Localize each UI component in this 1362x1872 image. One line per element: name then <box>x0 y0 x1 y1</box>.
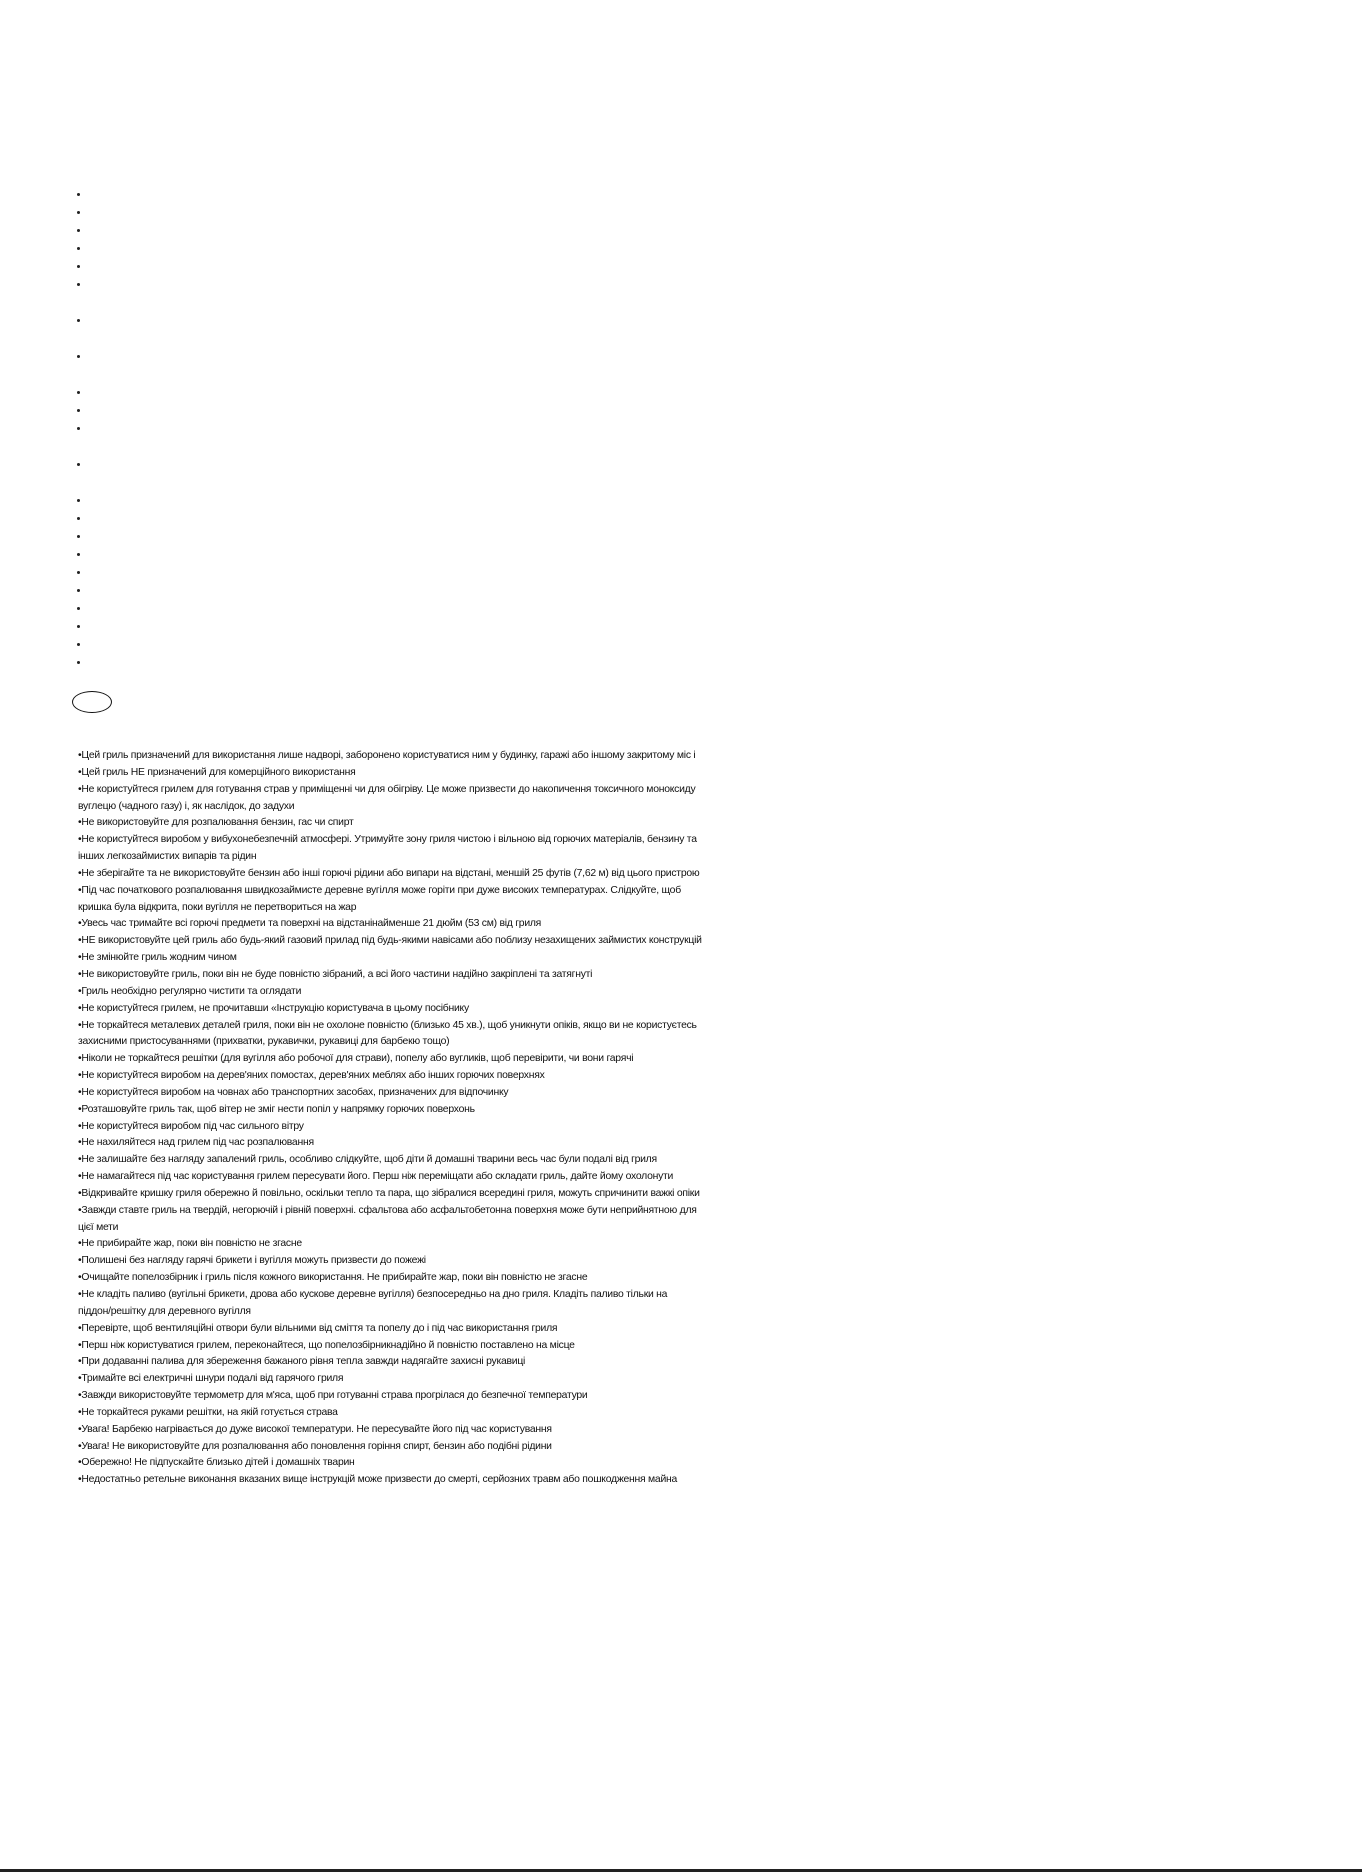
warning-line: •Не змінюйте гриль жодним чином <box>78 952 237 964</box>
bullet-dot <box>77 229 80 232</box>
warning-line: •Не прибирайте жар, поки він повністю не згасне <box>78 1238 302 1250</box>
warning-line: піддон/решітку для деревного вугілля <box>78 1305 251 1317</box>
warning-line: вуглецю (чадного газу) і, як наслідок, до задухи <box>78 800 295 812</box>
bullet-dot <box>77 427 80 430</box>
warning-line: •Увесь час тримайте всі горючі предмети та поверхні на відстанінайменше 21 дюйм (53 см) від гриля <box>78 918 542 930</box>
bullet-dot <box>77 283 80 286</box>
bullet-dot <box>77 571 80 574</box>
warning-line: інших легкозаймистих випарів та рідин <box>78 851 257 863</box>
warning-line: •Під час початкового розпалювання швидкозаймисте деревне вугілля може горіти при дуже високих температурах. Слідкуйте, щоб <box>78 884 681 896</box>
warning-line: •Не кладіть паливо (вугільні брикети, дрова або кускове деревне вугілля) безпосередньо на дно гриля. Кладіть паливо тільки на <box>78 1289 668 1300</box>
bullet-dot <box>77 553 80 556</box>
warning-line: •Цей гриль призначений для використання лише надворі, заборонено користуватися ним у будинку, гаражі або іншому закритому міс і <box>78 750 696 761</box>
bullet-dot <box>77 499 80 502</box>
warning-line: •Ніколи не торкайтеся решітки (для вугілля або робочої для страви), попелу або вугликів, щоб перевірити, чи вони гарячі <box>78 1053 634 1065</box>
warning-line: •Обережно! Не підпускайте близько дітей і домашніх тварин <box>78 1457 355 1469</box>
warning-line: •Полишені без нагляду гарячі брикети і вугілля можуть призвести до пожежі <box>78 1255 426 1267</box>
warning-line: •Не нахиляйтеся над грилем під час розпалювання <box>78 1137 314 1149</box>
warning-line: •Не зберігайте та не використовуйте бензин або інші горючі рідини або випари на відстані, меншій 25 футів (7,62 м) від цього пристрою <box>78 867 700 879</box>
warning-line: •Гриль необхідно регулярно чистити та оглядати <box>78 985 302 997</box>
warning-line: •Увага! Барбекю нагрівається до дуже високої температури. Не пересувайте його під час користування <box>78 1423 552 1435</box>
warning-line: •Не користуйтеся виробом під час сильного вітру <box>78 1120 304 1132</box>
bullet-dot <box>77 409 80 412</box>
bullet-dot <box>77 625 80 628</box>
warning-line: •Не користуйтеся грилем, не прочитавши «Інструкцію користувача в цьому посібнику <box>78 1002 469 1014</box>
bullet-dot <box>77 535 80 538</box>
bullet-dot <box>77 193 80 196</box>
bullet-dot <box>77 643 80 646</box>
warning-line: •Цей гриль НЕ призначений для комерційного використання <box>78 766 356 778</box>
warning-line: •Не користуйтеся грилем для готування страв у приміщенні чи для обігріву. Це може призвести до накопичення токсичного моноксиду <box>78 783 696 795</box>
warning-line: •НЕ використовуйте цей гриль або будь-який газовий прилад під будь-якими навісами або поблизу незахищених займистих конструкцій <box>78 935 702 947</box>
bullet-dot <box>77 247 80 250</box>
warning-line: захисними пристосуваннями (прихватки, рукавички, рукавиці для барбекю тощо) <box>78 1036 450 1048</box>
safety-warnings <box>78 748 702 1489</box>
warning-line: •Не користуйтеся виробом на дерев'яних помостах, дерев'яних меблях або інших горючих поверхнях <box>78 1070 545 1082</box>
warning-line: кришка була відкрита, поки вугілля не перетвориться на жар <box>78 901 357 913</box>
bullet-dot <box>77 319 80 322</box>
warning-line: •Не користуйтеся виробом у вибухонебезпечній атмосфері. Утримуйте зону гриля чистою і вільною від горючих матеріалів, бензину та <box>78 834 697 846</box>
bullet-dot <box>77 463 80 466</box>
warning-line: •Не використовуйте для розпалювання бензин, гас чи спирт <box>78 817 354 829</box>
bullet-dot <box>77 211 80 214</box>
bullet-dot <box>77 355 80 358</box>
warning-line: •Не користуйтеся виробом на човнах або транспортних засобах, призначених для відпочинку <box>78 1086 509 1098</box>
warning-line: •Не торкайтеся руками решітки, на якій готується страва <box>78 1406 338 1418</box>
warning-line: •Завжди ставте гриль на твердій, негорючій і рівній поверхні. сфальтова або асфальтобетонна поверхня може бути неприйнятною для <box>78 1204 697 1216</box>
bullet-dot <box>77 661 80 664</box>
warning-line: •Не використовуйте гриль, поки він не буде повністю зібраний, а всі його частини надійно закріплені та затягнуті <box>78 968 593 980</box>
warning-line: •Перевірте, щоб вентиляційні отвори були вільними від сміття та попелу до і під час використання гриля <box>78 1322 558 1334</box>
bullet-dot <box>77 589 80 592</box>
warning-line: •Увага! Не використовуйте для розпалювання або поновлення горіння спирт, бензин або подібні рідини <box>78 1440 552 1452</box>
warning-line: •Тримайте всі електричні шнури подалі від гарячого гриля <box>78 1373 344 1385</box>
bullet-dot <box>77 607 80 610</box>
bullet-dot <box>77 391 80 394</box>
bullet-dot <box>77 517 80 520</box>
warning-line: •Не торкайтеся металевих деталей гриля, поки він не охолоне повністю (близько 45 хв.), щоб уникнути опіків, якщо ви не користуєтесь <box>78 1019 697 1031</box>
warning-line: •Не залишайте без нагляду запалений гриль, особливо слідкуйте, щоб діти й домашні тварини весь час були подалі від гриля <box>78 1154 657 1166</box>
warning-line: •Очищайте попелозбірник і гриль після кожного використання. Не прибирайте жар, поки він повністю не згасне <box>78 1272 588 1284</box>
warning-line: •Розташовуйте гриль так, щоб вітер не зміг нести попіл у напрямку горючих поверхонь <box>78 1103 475 1115</box>
warning-line: •При додаванні палива для збереження бажаного рівня тепла завжди надягайте захисні рукавиці <box>78 1356 526 1368</box>
warning-line: цієї мети <box>78 1221 119 1233</box>
warning-line: •Не намагайтеся під час користування грилем пересувати його. Перш ніж переміщати або складати гриль, дайте йому охолонути <box>78 1171 674 1183</box>
warning-line: •Завжди використовуйте термометр для м'яса, щоб при готуванні страва прогрілася до безпечної температури <box>78 1390 588 1402</box>
warning-line: •Перш ніж користуватися грилем, переконайтеся, що попелозбірникнадійно й повністю поставлено на місце <box>78 1339 575 1351</box>
warning-line: •Відкривайте кришку гриля обережно й повільно, оскільки тепло та пара, що зібралися всередині гриля, можуть спричинити важкі опіки <box>78 1187 700 1199</box>
warning-line: •Недостатньо ретельне виконання вказаних вище інструкцій може призвести до смерті, серйозних травм або пошкодження майна <box>78 1474 678 1486</box>
bullet-dot <box>77 265 80 268</box>
top-bullet-column <box>77 0 85 700</box>
language-badge <box>72 691 112 713</box>
